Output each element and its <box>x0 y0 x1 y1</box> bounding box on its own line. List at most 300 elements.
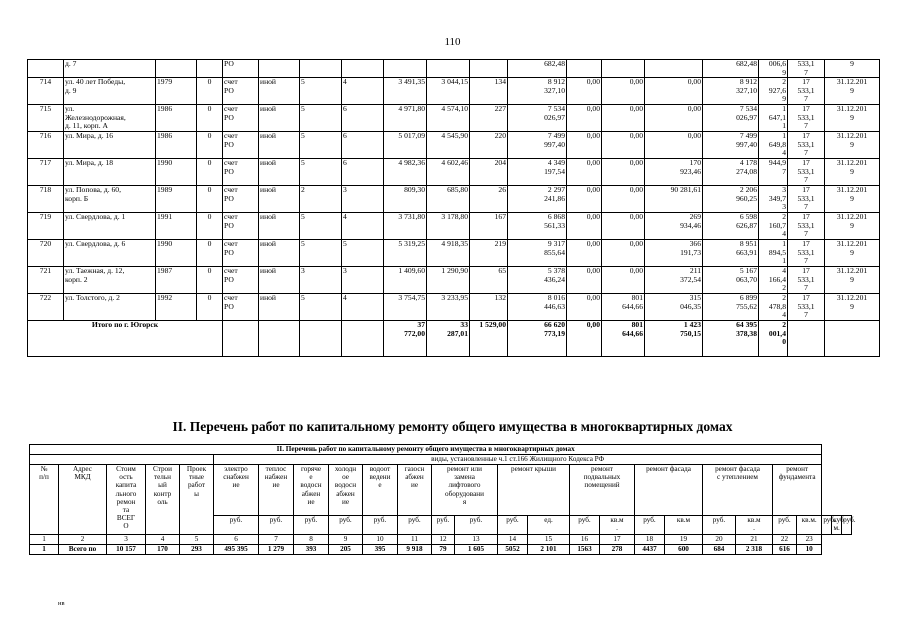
total-people: 1 529,00 <box>470 321 508 357</box>
cell-f4: 682,48 <box>703 60 759 78</box>
header-facade-insulation: ремонт фасада с утеплением <box>703 465 773 516</box>
cell-f3 <box>645 60 703 78</box>
cell-floors: 5 <box>300 240 342 267</box>
cell-area1: 5 017,09 <box>384 132 427 159</box>
cell-f1: 0,00 <box>567 213 602 240</box>
cell-floors: 5 <box>300 294 342 321</box>
cell-addr: д. 7 <box>64 60 156 78</box>
cell-f1: 0,00 <box>567 294 602 321</box>
cell-no <box>28 60 64 78</box>
unit-cell: кв.м. <box>797 516 822 535</box>
empty-cell <box>259 321 300 357</box>
table-row <box>28 294 880 321</box>
cell-floors: 5 <box>300 159 342 186</box>
header-heating: теплос набжен ие <box>259 465 294 516</box>
footer-mark: нв <box>58 600 65 607</box>
cell-addr: ул. Попова, д. 60, корп. Б <box>64 186 156 213</box>
table-row <box>28 267 880 294</box>
cell-fund: счет РО <box>223 78 259 105</box>
cell-f1: 0,00 <box>567 186 602 213</box>
cell-f2: 0,00 <box>602 105 645 132</box>
cell-total: 7 534 026,97 <box>508 105 567 132</box>
cell-zero: 0 <box>197 105 223 132</box>
cell-year: 1991 <box>156 213 197 240</box>
cell-entr: 4 <box>342 78 384 105</box>
unit-cell: руб. <box>329 516 363 535</box>
cell-area2 <box>427 60 470 78</box>
header-roof: ремонт крыши <box>498 465 570 516</box>
total-area2: 33 287,01 <box>427 321 470 357</box>
unit-cell: руб. <box>703 516 736 535</box>
cell-f2: 0,00 <box>602 78 645 105</box>
cell-f5: 4 166,4 2 <box>759 267 788 294</box>
cell-total: 4 349 197,54 <box>508 159 567 186</box>
cell-f4: 7 534 026,97 <box>703 105 759 132</box>
header-foundation: ремонт фундамента <box>773 465 822 516</box>
cell-f3: 0,00 <box>645 132 703 159</box>
cell-year: 1987 <box>156 267 197 294</box>
cell-total: 5 378 436,24 <box>508 267 567 294</box>
cell-date: 31.12.201 9 <box>825 267 880 294</box>
cell-f5: 1 649,8 4 <box>759 132 788 159</box>
header-design-works: Проек тные работ ы <box>180 465 214 535</box>
cell-type: иной <box>259 78 300 105</box>
cell-f6: 17 533,1 7 <box>788 159 825 186</box>
cell-area1: 3 754,75 <box>384 294 427 321</box>
data-cell: 1563 <box>570 545 600 555</box>
cell-area1: 4 971,80 <box>384 105 427 132</box>
cell-people: 204 <box>470 159 508 186</box>
cell-type: иной <box>259 159 300 186</box>
total-area1: 37 772,00 <box>384 321 427 357</box>
data-cell: 1 279 <box>259 545 294 555</box>
cell-entr: 3 <box>342 186 384 213</box>
unit-cell: кв.м . <box>736 516 773 535</box>
cell-f5: 2 478,8 4 <box>759 294 788 321</box>
cell-f6: 17 533,1 7 <box>788 240 825 267</box>
unit-cell: кв.м <box>665 516 703 535</box>
cell-no: 720 <box>28 240 64 267</box>
cell-addr: ул. Мира, д. 16 <box>64 132 156 159</box>
cell-f4: 8 951 663,91 <box>703 240 759 267</box>
cell-year: 1986 <box>156 132 197 159</box>
cell-area1: 809,30 <box>384 186 427 213</box>
empty-cell <box>300 321 342 357</box>
cell-f3: 211 372,54 <box>645 267 703 294</box>
cell-fund: счет РО <box>223 132 259 159</box>
cell-area2: 3 044,15 <box>427 78 470 105</box>
header-lift: ремонт или замена лифтового оборудовани я <box>432 465 498 516</box>
column-number: 8 <box>294 535 329 545</box>
cell-area1: 1 409,60 <box>384 267 427 294</box>
cell-area1 <box>384 60 427 78</box>
cell-area1: 3 731,80 <box>384 213 427 240</box>
data-cell: 278 <box>600 545 635 555</box>
cell-area1: 5 319,25 <box>384 240 427 267</box>
cell-f1: 0,00 <box>567 159 602 186</box>
cell-addr: ул. Железнодорожная, д. 11, корп. А <box>64 105 156 132</box>
cell-f2: 801 644,66 <box>602 294 645 321</box>
houses-table <box>27 59 880 357</box>
cell-total: 2 297 241,86 <box>508 186 567 213</box>
table-row <box>28 60 880 78</box>
empty-cell <box>825 321 880 357</box>
cell-area2: 4 602,46 <box>427 159 470 186</box>
cell-f6: 17 533,1 7 <box>788 213 825 240</box>
cell-total: 6 868 561,33 <box>508 213 567 240</box>
header-basement: ремонт подвальных помещений <box>570 465 635 516</box>
column-number: 10 <box>363 535 398 545</box>
empty-cell <box>788 321 825 357</box>
cell-f1: 0,00 <box>567 267 602 294</box>
cell-type: иной <box>259 213 300 240</box>
cell-total: 8 016 446,63 <box>508 294 567 321</box>
data-cell: 4437 <box>635 545 665 555</box>
cell-year: 1989 <box>156 186 197 213</box>
data-cell: 393 <box>294 545 329 555</box>
total-f1: 0,00 <box>567 321 602 357</box>
cell-f6: 533,1 7 <box>788 60 825 78</box>
cell-addr: ул. 40 лет Победы, д. 9 <box>64 78 156 105</box>
cell-f4: 2 206 960,25 <box>703 186 759 213</box>
cell-zero: 0 <box>197 78 223 105</box>
unit-cell: руб. <box>635 516 665 535</box>
cell-date: 31.12.201 9 <box>825 105 880 132</box>
cell-f3: 269 934,46 <box>645 213 703 240</box>
header-drainage: водоот ведени е <box>363 465 398 516</box>
cell-floors <box>300 60 342 78</box>
column-number: 15 <box>528 535 570 545</box>
data-cell: 1 605 <box>455 545 498 555</box>
cell-f3: 90 281,61 <box>645 186 703 213</box>
header-gas: газосн абжен ие <box>398 465 432 516</box>
cell-f2: 0,00 <box>602 132 645 159</box>
table-row <box>28 132 880 159</box>
cell-zero <box>197 60 223 78</box>
cell-fund: счет РО <box>223 186 259 213</box>
cell-people <box>470 60 508 78</box>
cell-people: 227 <box>470 105 508 132</box>
table-row <box>28 186 880 213</box>
column-number: 19 <box>665 535 703 545</box>
data-cell: 616 <box>773 545 797 555</box>
cell-f1: 0,00 <box>567 78 602 105</box>
cell-f2 <box>602 60 645 78</box>
total-total: 66 620 773,19 <box>508 321 567 357</box>
page-number: 110 <box>444 36 461 48</box>
unit-cell: руб. <box>455 516 498 535</box>
cell-f5: 944,9 7 <box>759 159 788 186</box>
cell-entr: 6 <box>342 105 384 132</box>
cell-f6: 17 533,1 7 <box>788 294 825 321</box>
cell-no: 719 <box>28 213 64 240</box>
header-electricity: электро снабжен ие <box>214 465 259 516</box>
cell-floors: 5 <box>300 132 342 159</box>
cell-area1: 3 491,35 <box>384 78 427 105</box>
section-title: II. Перечень работ по капитальному ремонту общего имущества в многоквартирных домах <box>172 419 733 434</box>
cell-type: иной <box>259 240 300 267</box>
cell-total: 8 912 327,10 <box>508 78 567 105</box>
column-number: 17 <box>600 535 635 545</box>
cell-area1: 4 982,36 <box>384 159 427 186</box>
data-cell: 5052 <box>498 545 528 555</box>
cell-area2: 4 918,35 <box>427 240 470 267</box>
table2-subcaption: виды, установленные ч.1 ст.166 Жилищного Кодекса РФ <box>214 455 822 465</box>
cell-people: 219 <box>470 240 508 267</box>
cell-area2: 4 574,10 <box>427 105 470 132</box>
table-row <box>28 159 880 186</box>
cell-area2: 3 233,95 <box>427 294 470 321</box>
data-cell: 10 <box>797 545 822 555</box>
cell-date: 31.12.201 9 <box>825 294 880 321</box>
cell-f6: 17 533,1 7 <box>788 105 825 132</box>
cell-no: 716 <box>28 132 64 159</box>
cell-entr: 4 <box>342 213 384 240</box>
unit-cell: руб. <box>363 516 398 535</box>
cell-type: иной <box>259 294 300 321</box>
unit-cell: куб м. <box>832 516 842 535</box>
cell-f3: 0,00 <box>645 78 703 105</box>
table2-subcaption-spacer <box>30 455 214 465</box>
cell-date: 31.12.201 9 <box>825 186 880 213</box>
unit-cell: руб. <box>570 516 600 535</box>
data-cell: 495 395 <box>214 545 259 555</box>
cell-zero: 0 <box>197 132 223 159</box>
cell-f5: 3 349,7 3 <box>759 186 788 213</box>
unit-cell: руб. <box>773 516 797 535</box>
data-cell: 2 318 <box>736 545 773 555</box>
cell-f6: 17 533,1 7 <box>788 186 825 213</box>
unit-cell: руб. <box>842 516 852 535</box>
cell-f1: 0,00 <box>567 240 602 267</box>
cell-type <box>259 60 300 78</box>
cell-date: 9 <box>825 60 880 78</box>
total-f3: 1 423 750,15 <box>645 321 703 357</box>
cell-entr: 6 <box>342 132 384 159</box>
column-number: 23 <box>797 535 822 545</box>
cell-total: 9 317 855,64 <box>508 240 567 267</box>
data-cell: 395 <box>363 545 398 555</box>
cell-total: 7 499 997,40 <box>508 132 567 159</box>
cell-fund: счет РО <box>223 294 259 321</box>
cell-zero: 0 <box>197 159 223 186</box>
total-row <box>28 321 880 357</box>
column-number: 20 <box>703 535 736 545</box>
header-facade: ремонт фасада <box>635 465 703 516</box>
data-cell: 1 <box>30 545 59 555</box>
cell-f2: 0,00 <box>602 267 645 294</box>
cell-fund: счет РО <box>223 213 259 240</box>
cell-no: 717 <box>28 159 64 186</box>
cell-no: 715 <box>28 105 64 132</box>
cell-type: иной <box>259 267 300 294</box>
table-row <box>28 240 880 267</box>
cell-zero: 0 <box>197 186 223 213</box>
cell-f3: 0,00 <box>645 105 703 132</box>
works-table <box>29 444 856 555</box>
column-number: 16 <box>570 535 600 545</box>
cell-no: 721 <box>28 267 64 294</box>
cell-f1: 0,00 <box>567 132 602 159</box>
cell-f3: 170 923,46 <box>645 159 703 186</box>
data-cell: Всего по <box>59 545 107 555</box>
cell-zero: 0 <box>197 294 223 321</box>
column-number: 21 <box>736 535 773 545</box>
table-row <box>28 213 880 240</box>
unit-cell: руб. <box>498 516 528 535</box>
cell-f4: 6 598 626,87 <box>703 213 759 240</box>
cell-total: 682,48 <box>508 60 567 78</box>
cell-f6: 17 533,1 7 <box>788 78 825 105</box>
data-cell: 9 918 <box>398 545 432 555</box>
data-cell: 79 <box>432 545 455 555</box>
cell-people: 167 <box>470 213 508 240</box>
unit-cell: руб. <box>398 516 432 535</box>
data-cell: 205 <box>329 545 363 555</box>
cell-f2: 0,00 <box>602 186 645 213</box>
column-number: 4 <box>146 535 180 545</box>
cell-addr: ул. Толстого, д. 2 <box>64 294 156 321</box>
cell-year: 1990 <box>156 159 197 186</box>
column-number: 11 <box>398 535 432 545</box>
cell-area2: 685,80 <box>427 186 470 213</box>
unit-cell: кв.м . <box>600 516 635 535</box>
cell-fund: счет РО <box>223 267 259 294</box>
cell-type: иной <box>259 186 300 213</box>
cell-f6: 17 533,1 7 <box>788 267 825 294</box>
cell-addr: ул. Свердлова, д. 1 <box>64 213 156 240</box>
cell-no: 714 <box>28 78 64 105</box>
cell-f4: 4 178 274,08 <box>703 159 759 186</box>
cell-date: 31.12.201 9 <box>825 159 880 186</box>
column-number: 13 <box>455 535 498 545</box>
header-cold-water: холодн ое водосн абжен ие <box>329 465 363 516</box>
empty-cell <box>223 321 259 357</box>
data-cell: 293 <box>180 545 214 555</box>
table-row <box>28 105 880 132</box>
data-cell: 2 101 <box>528 545 570 555</box>
data-cell: 600 <box>665 545 703 555</box>
cell-f5: 2 160,7 4 <box>759 213 788 240</box>
column-number: 22 <box>773 535 797 545</box>
table2-caption: II. Перечень работ по капитальному ремонту общего имущества в многоквартирных домах <box>30 445 822 455</box>
cell-entr: 3 <box>342 267 384 294</box>
cell-addr: ул. Свердлова, д. 6 <box>64 240 156 267</box>
column-number: 18 <box>635 535 665 545</box>
column-number: 6 <box>214 535 259 545</box>
cell-floors: 3 <box>300 267 342 294</box>
cell-no: 722 <box>28 294 64 321</box>
cell-f4: 7 499 997,40 <box>703 132 759 159</box>
cell-floors: 2 <box>300 186 342 213</box>
cell-f1: 0,00 <box>567 105 602 132</box>
cell-year: 1986 <box>156 105 197 132</box>
unit-cell: ед. <box>528 516 570 535</box>
cell-addr: ул. Мира, д. 18 <box>64 159 156 186</box>
cell-entr <box>342 60 384 78</box>
cell-entr: 6 <box>342 159 384 186</box>
cell-fund: счет РО <box>223 105 259 132</box>
data-cell: 684 <box>703 545 736 555</box>
cell-people: 220 <box>470 132 508 159</box>
cell-no: 718 <box>28 186 64 213</box>
cell-f1 <box>567 60 602 78</box>
cell-entr: 5 <box>342 240 384 267</box>
table-row <box>28 78 880 105</box>
cell-people: 65 <box>470 267 508 294</box>
cell-f4: 8 912 327,10 <box>703 78 759 105</box>
total-f4: 64 395 378,38 <box>703 321 759 357</box>
cell-floors: 5 <box>300 105 342 132</box>
cell-date: 31.12.201 9 <box>825 132 880 159</box>
cell-date: 31.12.201 9 <box>825 213 880 240</box>
cell-f2: 0,00 <box>602 240 645 267</box>
column-number: 14 <box>498 535 528 545</box>
column-number: 7 <box>259 535 294 545</box>
cell-fund: РО <box>223 60 259 78</box>
column-number: 5 <box>180 535 214 545</box>
cell-people: 26 <box>470 186 508 213</box>
cell-f5: 006,6 9 <box>759 60 788 78</box>
cell-f6: 17 533,1 7 <box>788 132 825 159</box>
cell-f2: 0,00 <box>602 213 645 240</box>
header-no: № п/п <box>30 465 59 535</box>
header-cost-total: Стоим ость капита льного ремон та ВСЕГ О <box>107 465 146 535</box>
cell-year: 1992 <box>156 294 197 321</box>
column-number: 2 <box>59 535 107 545</box>
total-f5: 2 001,4 0 <box>759 321 788 357</box>
cell-zero: 0 <box>197 267 223 294</box>
unit-cell: руб. <box>294 516 329 535</box>
header-hot-water: горяче е водосн абжен ие <box>294 465 329 516</box>
cell-area2: 3 178,80 <box>427 213 470 240</box>
cell-floors: 5 <box>300 78 342 105</box>
cell-f4: 5 167 063,70 <box>703 267 759 294</box>
cell-date: 31.12.201 9 <box>825 78 880 105</box>
header-address: Адрес МКД <box>59 465 107 535</box>
cell-f4: 6 899 755,62 <box>703 294 759 321</box>
cell-date: 31.12.201 9 <box>825 240 880 267</box>
total-label: Итого по г. Югорск <box>28 321 223 357</box>
unit-cell: руб. <box>432 516 455 535</box>
cell-entr: 4 <box>342 294 384 321</box>
cell-area2: 1 290,90 <box>427 267 470 294</box>
cell-zero: 0 <box>197 213 223 240</box>
cell-year: 1990 <box>156 240 197 267</box>
column-number: 12 <box>432 535 455 545</box>
column-number: 3 <box>107 535 146 545</box>
cell-floors: 5 <box>300 213 342 240</box>
cell-fund: счет РО <box>223 159 259 186</box>
data-cell: 10 157 <box>107 545 146 555</box>
unit-cell: руб. <box>259 516 294 535</box>
unit-cell: руб. <box>822 516 832 535</box>
cell-type: иной <box>259 105 300 132</box>
column-number: 9 <box>329 535 363 545</box>
total-f2: 801 644,66 <box>602 321 645 357</box>
cell-f5: 1 894,5 1 <box>759 240 788 267</box>
header-construction-control: Строи тельн ый контр оль <box>146 465 180 535</box>
cell-f3: 366 191,73 <box>645 240 703 267</box>
cell-people: 132 <box>470 294 508 321</box>
cell-addr: ул. Таежная, д. 12, корп. 2 <box>64 267 156 294</box>
cell-area2: 4 545,90 <box>427 132 470 159</box>
cell-year: 1979 <box>156 78 197 105</box>
cell-f5: 2 927,6 9 <box>759 78 788 105</box>
column-number: 1 <box>30 535 59 545</box>
cell-type: иной <box>259 132 300 159</box>
cell-fund: счет РО <box>223 240 259 267</box>
